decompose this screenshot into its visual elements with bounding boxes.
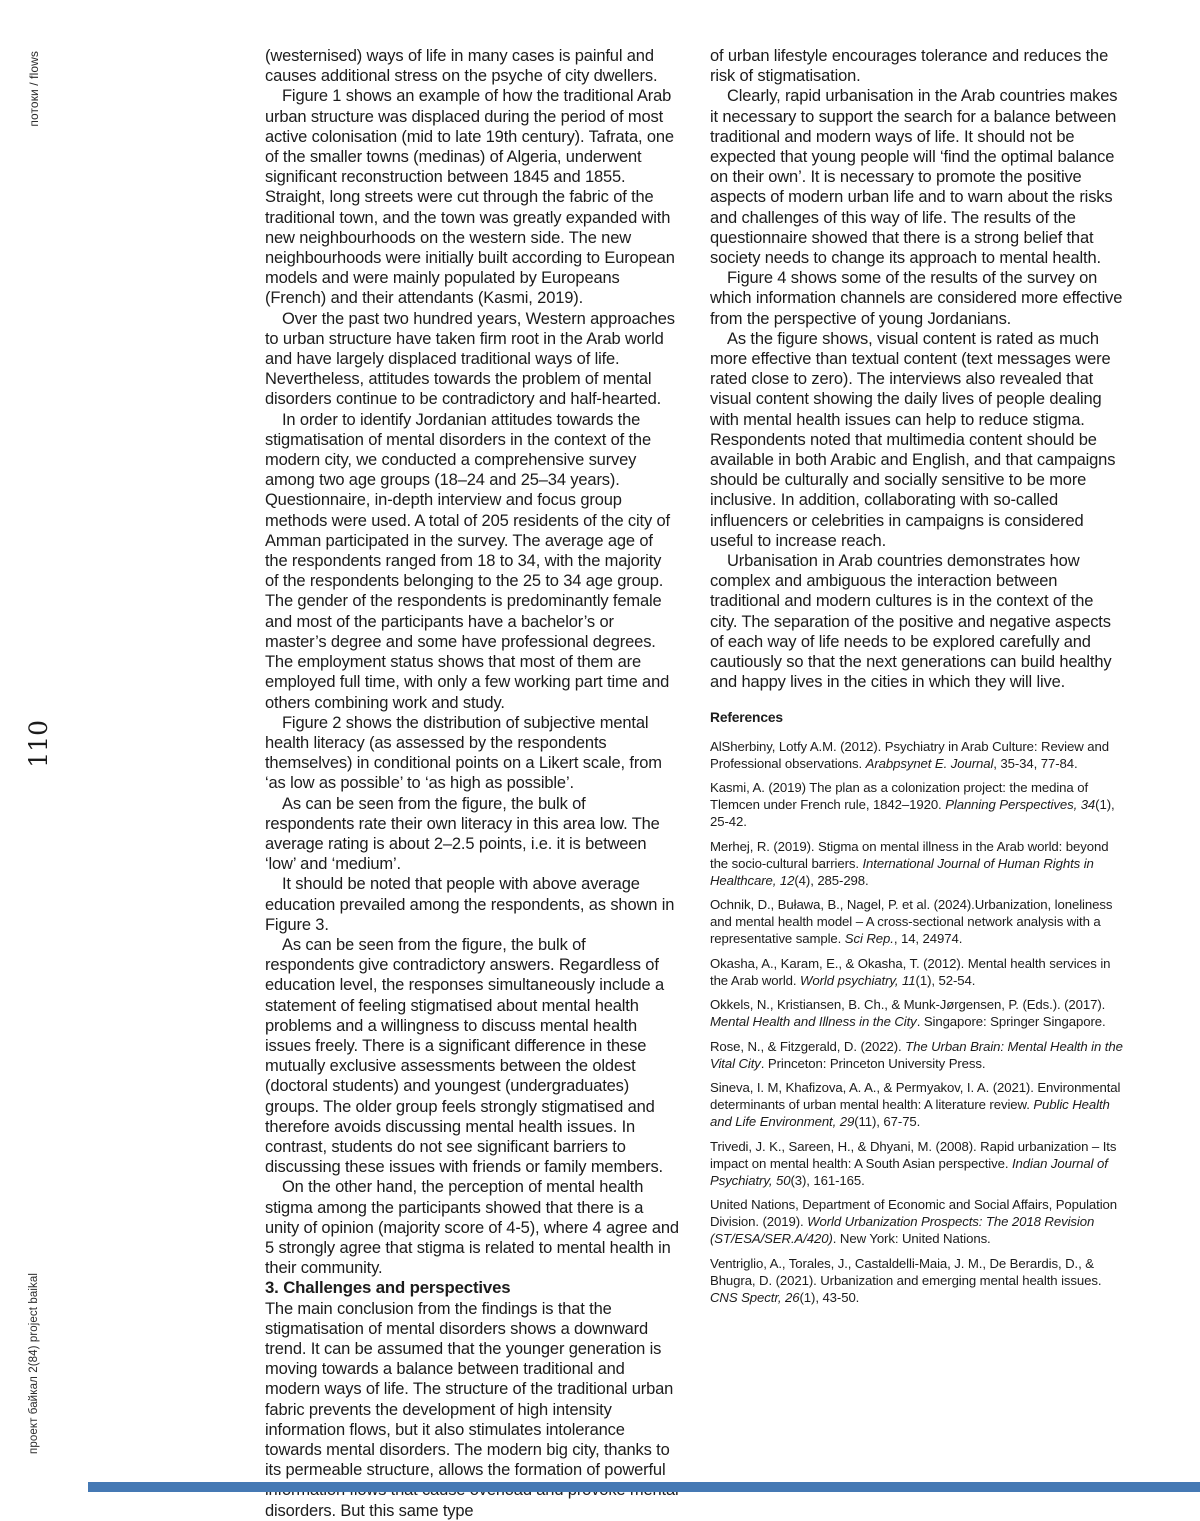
- reference-entry: Okasha, A., Karam, E., & Okasha, T. (2012). Mental health services in the Arab world. World psychiatry, 11(1), 52-54.: [710, 955, 1111, 988]
- paragraph: As can be seen from the figure, the bulk of respondents give contradictory answers. Regardless of education level, the responses simultaneously include a statement of feeling stigmatised about mental health problems and a willingness to discuss mental health issues freely. There is a significant difference in these mutually exclusive assessments between the oldest (doctoral students) and youngest (undergraduates) groups. The older group feels strongly stigmatised and therefore avoids discussing mental health issues. In contrast, students do not see significant barriers to discussing these issues with friends or family members.: [265, 935, 664, 1177]
- paragraph: Figure 2 shows the distribution of subjective mental health literacy (as assessed by the respondents themselves) in conditional points on a Likert scale, from ‘as low as possible’ to ‘as high as possible’.: [265, 713, 662, 793]
- paragraph: Over the past two hundred years, Western approaches to urban structure have taken firm root in the Arab world and have largely displaced traditional ways of life. Nevertheless, attitudes towards the problem of mental disorders continue to be contradictory and half-hearted.: [265, 309, 675, 409]
- rail-journal-label: проект байкал 2(84) project baikal: [28, 1273, 40, 1454]
- paragraph: Figure 1 shows an example of how the traditional Arab urban structure was displaced during the period of most active colonisation (mid to late 19th century). Tafrata, one of the smaller towns (medinas) of Algeria, underwent significant reconstruction between 1845 and 1855. Straight, long streets were cut through the fabric of the traditional town, and the town was greatly expanded with new neighbourhoods on the western side. The new neighbourhoods were initially built according to European models and were mainly populated by Europeans (French) and their attendants (Kasmi, 2019).: [265, 87, 675, 308]
- paragraph: Urbanisation in Arab countries demonstrates how complex and ambiguous the interaction between traditional and modern cultures is in the context of the city. The separation of the positive and negative aspects of each way of life needs to be explored carefully and cautiously so that the next generations can build healthy and happy lives in the cities in which they will live.: [710, 552, 1112, 692]
- paragraph: In order to identify Jordanian attitudes towards the stigmatisation of mental disorders in the context of the modern city, we conducted a comprehensive survey among two age groups (18–24 and 25–34 years). Questionnaire, in-depth interview and focus group methods were used. A total of 205 residents of the city of Amman participated in the survey. The average age of the respondents ranged from 18 to 34, with the majority of the respondents belonging to the 25 to 34 age group. The gender of the respondents is predominantly female and most of the participants have a bachelor’s or master’s degree and some have professional degrees. The employment status shows that most of them are employed full time, with only a few working part time and others combining work and study.: [265, 410, 670, 712]
- section-heading: 3. Challenges and perspectives: [265, 1278, 511, 1298]
- paragraph: of urban lifestyle encourages tolerance and reduces the risk of stigmatisation.: [710, 47, 1109, 86]
- paragraph: Figure 4 shows some of the results of the survey on which information channels are considered more effective from the perspective of young Jordanians.: [710, 269, 1123, 328]
- article-column-right: [710, 46, 1124, 1313]
- reference-entry: Rose, N., & Fitzgerald, D. (2022). The Urban Brain: Mental Health in the Vital City. Princeton: Princeton University Press.: [710, 1038, 1123, 1071]
- reference-entry: Merhej, R. (2019). Stigma on mental illness in the Arab world: beyond the socio-cultural barriers. International Journal of Human Rights in Healthcare, 12(4), 285-298.: [710, 838, 1109, 888]
- paragraph: As can be seen from the figure, the bulk of respondents rate their own literacy in this area low. The average rating is about 2–2.5 points, i.e. it is between ‘low’ and ‘medium’.: [265, 794, 660, 874]
- reference-entry: Kasmi, A. (2019) The plan as a colonization project: the medina of Tlemcen under French rule, 1842–1920. Planning Perspectives, 34(1), 25-42.: [710, 780, 1115, 830]
- rail-section-label: потоки / flows: [27, 51, 41, 127]
- references-list: [710, 738, 1124, 1306]
- paragraph: The main conclusion from the findings is that the stigmatisation of mental disorders shows a downward trend. It can be assumed that the younger generation is moving towards a balance between traditional and modern ways of life. The structure of the traditional urban fabric prevents the development of high intensity information flows, but it also stimulates intolerance towards mental disorders. The modern big city, thanks to its permeable structure, allows the formation of powerful disorders. But this same type: [265, 1299, 674, 1520]
- page-number: 110: [24, 720, 53, 768]
- reference-entry: Sineva, I. M, Khafizova, A. A., & Permyakov, I. A. (2021). Environmental determinants of urban mental health: A literature review. Public Health and Life Environment, 29(11), 67-75.: [710, 1080, 1121, 1130]
- article-column-left: [265, 46, 679, 1521]
- paragraph: (westernised) ways of life in many cases is painful and causes additional stress on the psyche of city dwellers.: [265, 47, 658, 86]
- reference-entry: United Nations, Department of Economic and Social Affairs, Population Division. (2019). World Urbanization Prospects: The 2018 Revision (ST/ESA/SER.A/420). New York: United Nations.: [710, 1197, 1118, 1247]
- references-heading: References: [710, 709, 783, 725]
- reference-entry: Okkels, N., Kristiansen, B. Ch., & Munk-Jørgensen, P. (Eds.). (2017). Mental Health and Illness in the City. Singapore: Springer Singapore.: [710, 997, 1106, 1030]
- paragraph: Clearly, rapid urbanisation in the Arab countries makes it necessary to support the search for a balance between traditional and modern ways of life. It should not be expected that young people will ‘find the optimal balance on their own’. It is necessary to promote the positive aspects of modern urban life and to warn about the risks and challenges of this way of life. The results of the questionnaire showed that there is a strong belief that society needs to change its approach to mental health.: [710, 87, 1118, 268]
- reference-entry: Ochnik, D., Buława, B., Nagel, P. et al. (2024).Urbanization, loneliness and mental health model – A cross-sectional network analysis with a representative sample. Sci Rep., 14, 24974.: [710, 897, 1113, 947]
- reference-entry: Trivedi, J. K., Sareen, H., & Dhyani, M. (2008). Rapid urbanization – Its impact on mental health: A South Asian perspective. Indian Journal of Psychiatry, 50(3), 161-165.: [710, 1138, 1117, 1188]
- article-column-right-text: [710, 46, 1124, 693]
- paragraph: On the other hand, the perception of mental health stigma among the participants showed that there is a unity of opinion (majority score of 4-5), where 4 agree and 5 strongly agree that stigma is related to mental health in their community.: [265, 1178, 679, 1278]
- reference-entry: AlSherbiny, Lotfy A.M. (2012). Psychiatry in Arab Culture: Review and Professional observations. Arabpsynet E. Journal, 35-34, 77-84.: [710, 738, 1109, 771]
- reference-entry: Ventriglio, A., Torales, J., Castaldelli-Maia, J. M., De Berardis, D., & Bhugra, D. (2021). Urbanization and emerging mental health issues. CNS Spectr, 26(1), 43-50.: [710, 1255, 1102, 1305]
- paragraph: As the figure shows, visual content is rated as much more effective than textual content (text messages were rated close to zero). The interviews also revealed that visual content showing the daily lives of people dealing with mental health issues can help to reduce stigma. Respondents noted that multimedia content should be available in both Arabic and English, and that campaigns should be culturally and socially sensitive to be more inclusive. In addition, collaborating with so-called influencers or celebrities in campaigns is considered useful to increase reach.: [710, 329, 1116, 550]
- paragraph: It should be noted that people with above average education prevailed among the respondents, as shown in Figure 3.: [265, 875, 675, 934]
- footer-accent-bar: [88, 1482, 1200, 1492]
